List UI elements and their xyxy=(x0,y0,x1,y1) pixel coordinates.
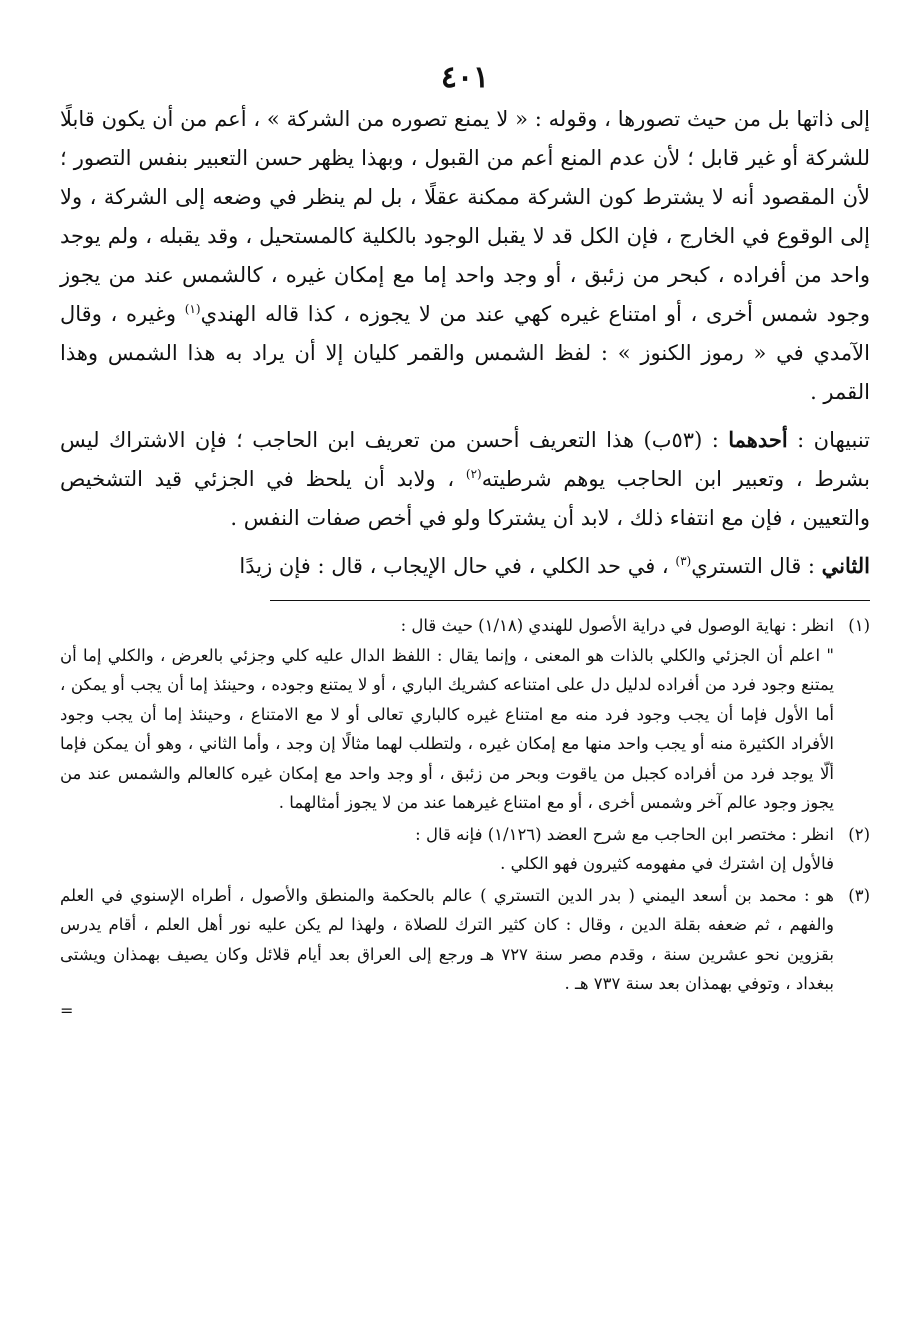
paragraph-2-heading: أحدهما xyxy=(728,427,788,452)
footnote-line: هو : محمد بن أسعد اليمني ( بدر الدين التستري ) عالم بالحكمة والمنطق والأصول ، أطراه الإسنوي في العلم والفهم ، ثم ضعفه بقلة الدين ، وقال : كان كثير الترك للصلاة ، ولهذا لم يكن عليه نور أهل العلم ، أقام يدرس بقزوين نحو عشرين سنة ، وقدم مصر سنة ٧٢٧ هـ ورجع إلى العراق بعد أيام قلائل وكان يصيف بهمذان ويشتى ببغداد ، وتوفي بهمذان بعد سنة ٧٣٧ هـ . xyxy=(60,885,834,993)
footnote-line: انظر : نهاية الوصول في دراية الأصول للهندي (١/١٨) حيث قال : xyxy=(400,616,834,635)
page-number: ٤٠١ xyxy=(440,60,490,95)
paragraph-2-end: ، ولابد أن يلحظ في الجزئي قيد التشخيص والتعيين ، فإن مع انتفاء ذلك ، لابد أن يشتركا ولو في أخص صفات النفس . xyxy=(60,467,870,530)
footnote-2 xyxy=(60,820,870,879)
footnote-3 xyxy=(60,881,870,999)
footnote-line: انظر : مختصر ابن الحاجب مع شرح العضد (١/١٢٦) فإنه قال : xyxy=(415,824,834,844)
footnote-line: " اعلم أن الجزئي والكلي بالذات هو المعنى ، وإنما يقال : اللفظ الدال عليه كلي وجزئي بالعرض ، والكلي إما أن يمتنع وجود فرد من أفراده لدليل دل على امتناعه كشريك الباري ، أو لا يمتنع وجوده ، وحينئذ إما أن يجب أو يمكن ، أما الأول فإما أن يجب وجود فرد منه مع امتناع غيره كالباري تعالى أو لا مع الامتناع ، وحينئذ إما أن يجب وجود الأفراد الكثيرة منه أو يجب واحد منها مع إمكان غيره ، ولتطلب لهما مثالًا إن وجد ، وأما الثاني ، وهو أن يمكن فإما ألّا يوجد فرد من أفراده كجبل من ياقوت وبحر من زئبق ، أو وجد واحد مع إمكان غيره كالعالم والشمس عند من يجوز وجود عالم آخر وشمس أخرى ، أو مع امتناع غيرهما عند من لا يجوز أمثالهما . xyxy=(60,645,834,812)
paragraph-3-heading: الثاني xyxy=(821,553,870,578)
footnote-body xyxy=(60,611,834,818)
footnote-body xyxy=(60,881,834,999)
paragraph-2-start: تنبيهان : xyxy=(787,428,870,452)
paragraph-1-text: إلى ذاتها بل من حيث تصورها ، وقوله : « لا يمنع تصوره من الشركة » ، أعم من أن يكون قابلًا للشركة أو غير قابل ؛ لأن عدم المنع أعم من القبول ، وبهذا يظهر حسن التعبير بنفس التصور ؛ لأن المقصود أنه لا يشترط كون الشركة ممكنة عقلًا ، بل لم ينظر في وضعه إلى الشركة ، ولا إلى الوقوع في الخارج ، فإن الكل قد لا يقبل الوجود بالكلية كالمستحيل ، وقد يقبله ، ولم يوجد واحد من أفراده ، كبحر من زئبق ، أو وجد واحد إما مع إمكان غيره ، كالشمس عند من يجوز وجود شمس أخرى ، أو امتناع غيره كهي عند من لا يجوزه ، كذا قاله الهندي xyxy=(60,107,870,326)
paragraph-2-text: : (٥٣ب) هذا التعريف أحسن من تعريف ابن الحاجب ؛ فإن الاشتراك ليس بشرط ، وتعبير ابن الحاجب يوهم شرطيته xyxy=(60,428,871,491)
paragraph-2 xyxy=(60,420,870,538)
footnote-number: (٣) xyxy=(848,885,870,905)
continuation-mark: = xyxy=(60,1000,74,1020)
footnote-body xyxy=(60,820,834,879)
footnote-1 xyxy=(60,611,870,818)
main-text xyxy=(60,100,870,586)
footnote-number: (٢) xyxy=(848,824,870,844)
book-page xyxy=(60,56,870,1021)
footnotes xyxy=(60,611,870,1021)
paragraph-3-text: : قال التستري xyxy=(691,554,822,578)
footnote-ref-1[interactable]: (١) xyxy=(184,302,201,316)
footnote-line: فالأول إن اشترك في مفهومه كثيرون فهو الكلي . xyxy=(500,854,834,873)
footnote-separator xyxy=(270,600,870,601)
paragraph-1 xyxy=(60,100,870,412)
footnote-ref-3[interactable]: (٣) xyxy=(675,554,692,568)
paragraph-1-end: وغيره ، وقال الآمدي في « رموز الكنوز » : لفظ الشمس والقمر كليان إلا أن يراد به هذا الشمس وهذا القمر . xyxy=(60,302,870,404)
paragraph-3-end: ، في حد الكلي ، في حال الإيجاب ، قال : فإن زيدًا xyxy=(239,554,676,578)
footnote-number: (١) xyxy=(848,616,870,635)
paragraph-3 xyxy=(60,546,870,586)
footnote-ref-2[interactable]: (٢) xyxy=(465,467,482,481)
